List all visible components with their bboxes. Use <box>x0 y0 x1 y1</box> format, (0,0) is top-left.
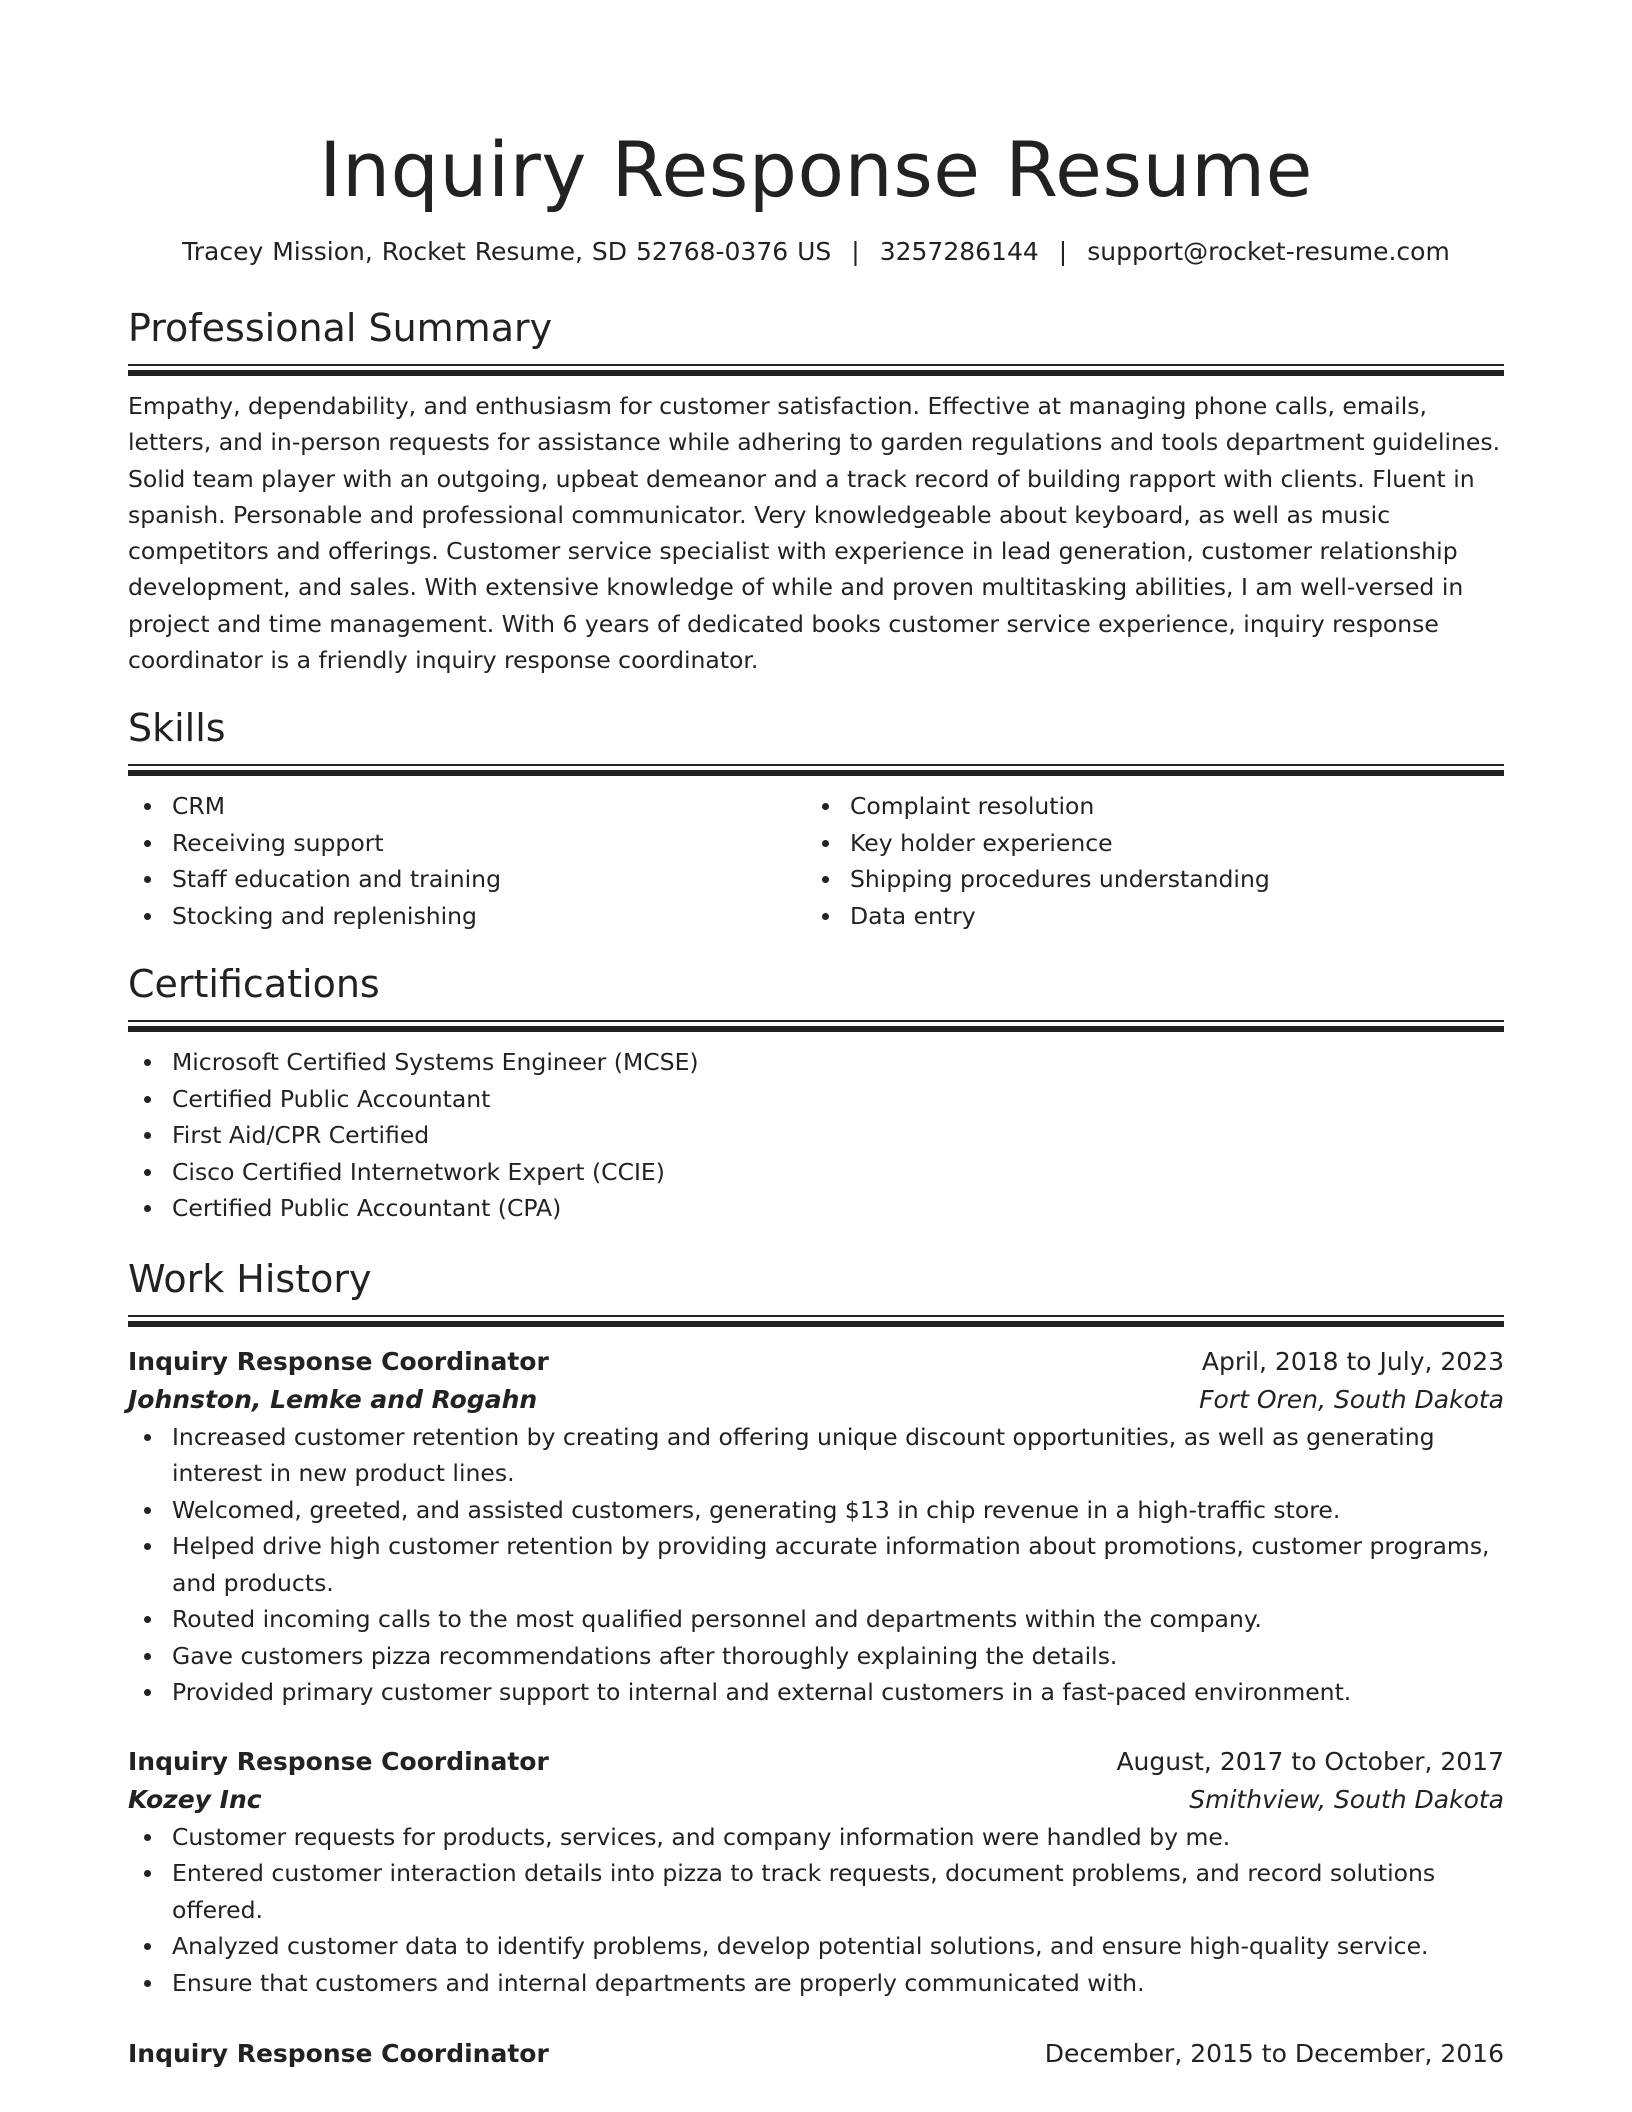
job-bullet: Welcomed, greeted, and assisted customers, generating $13 in chip revenue in a high-traffic store. <box>128 1492 1504 1529</box>
section-divider <box>128 1315 1504 1327</box>
job-bullet: Helped drive high customer retention by providing accurate information about promotions, customer programs, and products. <box>128 1528 1504 1601</box>
certification-item: Certified Public Accountant <box>128 1081 1504 1118</box>
job-bullet: Provided primary customer support to internal and external customers in a fast-paced environment. <box>128 1674 1504 1711</box>
job-location: Smithview, South Dakota <box>1189 1784 1504 1814</box>
resume-title: Inquiry Response Resume <box>319 125 1313 214</box>
skill-item: Receiving support <box>128 825 806 862</box>
job-entry <box>128 2035 1504 2073</box>
skill-item: Data entry <box>806 898 1484 935</box>
certifications-section <box>128 960 1504 1227</box>
job-bullet: Ensure that customers and internal departments are properly communicated with. <box>128 1965 1504 2002</box>
job-dates: August, 2017 to October, 2017 <box>1116 1746 1504 1776</box>
summary-text: Empathy, dependability, and enthusiasm for customer satisfaction. Effective at managing phone calls, emails, letters, and in-person requests for assistance while adhering to garden regulations and tools department guidelines. Solid team player with an outgoing, upbeat demeanor and a track record of building rapport with clients. Fluent in spanish. Personable and professional communicator. Very knowledgeable about keyboard, as well as music competitors and offerings. Customer service specialist with experience in lead generation, customer relationship development, and sales. With extensive knowledge of while and proven multitasking abilities, I am well-versed in project and time management. With 6 years of dedicated books customer service experience, inquiry response coordinator is a friendly inquiry response coordinator. <box>128 392 1501 675</box>
job-title: Inquiry Response Coordinator <box>128 1746 549 1776</box>
job-company: Kozey Inc <box>128 1784 262 1814</box>
job-bullets <box>128 1419 1504 1711</box>
resume-page <box>128 0 1504 2073</box>
certifications-list <box>128 1044 1504 1227</box>
skills-grid <box>128 788 1504 934</box>
section-title-skills: Skills <box>128 706 226 751</box>
skills-column-right <box>806 788 1484 934</box>
job-title: Inquiry Response Coordinator <box>128 2039 549 2069</box>
job-subheader <box>128 1381 1504 1419</box>
contact-separator: | <box>1058 237 1068 266</box>
job-header <box>128 2035 1504 2073</box>
section-title-certifications: Certifications <box>128 962 380 1007</box>
job-header <box>128 1743 1504 1781</box>
skill-item: Shipping procedures understanding <box>806 861 1484 898</box>
section-title-summary: Professional Summary <box>128 306 553 350</box>
certification-item: Cisco Certified Internetwork Expert (CCIE) <box>128 1154 1504 1191</box>
skill-item: CRM <box>128 788 806 825</box>
skill-item: Complaint resolution <box>806 788 1484 825</box>
job-entry <box>128 1743 1504 2002</box>
section-divider <box>128 1020 1504 1032</box>
section-divider <box>128 764 1504 776</box>
section-title-work-history: Work History <box>128 1256 372 1301</box>
skill-item: Key holder experience <box>806 825 1484 862</box>
skills-column-left <box>128 788 806 934</box>
skill-item: Stocking and replenishing <box>128 898 806 935</box>
contact-phone: 3257286144 <box>879 237 1039 266</box>
summary-section <box>128 304 1504 678</box>
certification-item: Certified Public Accountant (CPA) <box>128 1190 1504 1227</box>
contact-address: Tracey Mission, Rocket Resume, SD 52768-0376 US <box>182 237 832 266</box>
job-dates: April, 2018 to July, 2023 <box>1201 1346 1504 1376</box>
job-company: Johnston, Lemke and Rogahn <box>128 1384 538 1414</box>
contact-line <box>128 236 1504 268</box>
job-bullets <box>128 1819 1504 2002</box>
contact-separator: | <box>851 237 860 266</box>
job-entry <box>128 1343 1504 1711</box>
job-location: Fort Oren, South Dakota <box>1199 1384 1504 1414</box>
job-bullet: Analyzed customer data to identify problems, develop potential solutions, and ensure high-quality service. <box>128 1928 1504 1965</box>
job-title: Inquiry Response Coordinator <box>128 1346 549 1376</box>
job-bullet: Increased customer retention by creating and offering unique discount opportunities, as well as generating interest in new product lines. <box>128 1419 1504 1492</box>
job-header <box>128 1343 1504 1381</box>
contact-email: support@rocket-resume.com <box>1087 237 1450 266</box>
certification-item: First Aid/CPR Certified <box>128 1117 1504 1154</box>
job-bullet: Gave customers pizza recommendations after thoroughly explaining the details. <box>128 1638 1504 1675</box>
skill-item: Staff education and training <box>128 861 806 898</box>
work-history-section <box>128 1255 1504 2074</box>
section-divider <box>128 364 1504 376</box>
job-dates: December, 2015 to December, 2016 <box>1044 2039 1504 2069</box>
job-subheader <box>128 1781 1504 1819</box>
certification-item: Microsoft Certified Systems Engineer (MCSE) <box>128 1044 1504 1081</box>
job-bullet: Customer requests for products, services, and company information were handled by me. <box>128 1819 1504 1856</box>
skills-section <box>128 704 1504 934</box>
job-bullet: Routed incoming calls to the most qualified personnel and departments within the company. <box>128 1601 1504 1638</box>
job-bullet: Entered customer interaction details into pizza to track requests, document problems, and record solutions offered. <box>128 1855 1504 1928</box>
